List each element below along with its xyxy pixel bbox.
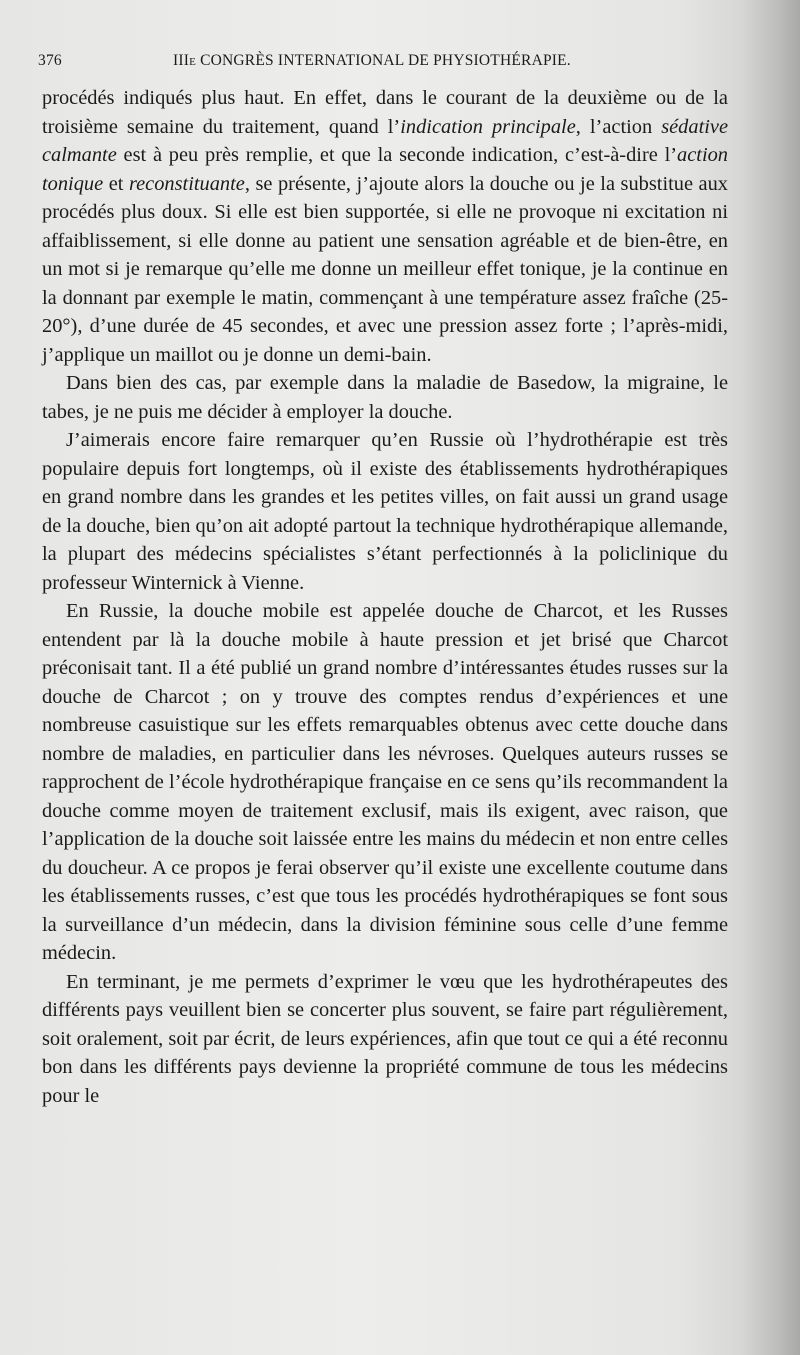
p1-text-e: , se présente, j’ajoute alors la douche ou je la substitue aux procédés plus doux. Si elle est bien supportée, si elle ne provoque ni excitation ni affaiblissement, si elle donne au patient une sensation agréable et de bien-être, en un mot si je remarque qu’elle me donne un meilleur effet tonique, je la continue en la donnant par exemple le matin, commençant à une température assez fraîche (25-20°), d’une durée de 45 secondes, et avec une pression assez forte ; l’après-midi, j’applique un maillot ou je donne un demi-bain. xyxy=(42,172,728,366)
paragraph-3: J’aimerais encore faire remarquer qu’en Russie où l’hydrothérapie est très populaire depuis fort longtemps, où il existe des établissements hydrothérapiques en grand nombre dans les grandes et les petites villes, on fait aussi un grand usage de la douche, bien qu’on ait adopté partout la technique hydrothérapique allemande, la plupart des médecins spécialistes s’étant perfectionnés à la policlinique du professeur Winternick à Vienne. xyxy=(42,429,728,594)
p1-italic-sedative-calmante: sédative calmante xyxy=(42,115,728,166)
paragraph-2: Dans bien des cas, par exemple dans la maladie de Basedow, la migraine, le tabes, je ne puis me décider à employer la douche. xyxy=(42,372,728,423)
paragraph-5: En terminant, je me permets d’exprimer le vœu que les hydrothérapeutes des différents pays veuillent bien se concerter plus souvent, se faire part régulièrement, soit oralement, soit par écrit, de leurs expériences, afin que tout ce qui a été reconnu bon dans les différents pays devienne la propriété commune de tous les médecins pour le xyxy=(42,970,728,1107)
p1-text-c: est à peu près remplie, et que la seconde indication, c’est-à-dire l’ xyxy=(116,144,678,166)
paragraph-1 xyxy=(42,84,728,369)
running-title: IIIe CONGRÈS INTERNATIONAL DE PHYSIOTHÉRAPIE. xyxy=(173,52,571,69)
p1-text-a: procédés indiqués plus haut. En effet, dans le courant de la deuxième ou de la troisième semaine du traitement, quand l’ xyxy=(42,87,728,138)
p1-text-d: et xyxy=(103,172,129,195)
p1-italic-indication-principale: indication principale xyxy=(400,115,576,138)
page-gutter-shadow xyxy=(740,0,800,1355)
p1-text-b: , l’action xyxy=(575,115,662,138)
body-text xyxy=(42,84,728,1110)
p1-italic-action-tonique: action tonique xyxy=(42,144,728,195)
running-header xyxy=(38,52,738,76)
page-number: 376 xyxy=(38,52,62,69)
paragraph-4: En Russie, la douche mobile est appelée douche de Charcot, et les Russes entendent par là la douche mobile à haute pression et jet brisé que Charcot préconisait tant. Il a été publié un grand nombre d’intéressantes études russes sur la douche de Charcot ; on y trouve des comptes rendus d’expériences et une nombreuse casuistique sur les effets remarquables obtenus avec cette douche dans nombre de maladies, en particulier dans les névroses. Quelques auteurs russes se rapprochent de l’école hydrothérapique française en ce sens qu’ils recommandent la douche comme moyen de traitement exclusif, mais ils exigent, avec raison, que l’application de la douche soit laissée entre les mains du médecin et non entre celles du doucheur. A ce propos je ferai observer qu’il existe une excellente coutume dans les établissements russes, c’est que tous les procédés hydrothérapiques se font sous la surveillance d’un médecin, dans la division féminine sous celle d’une femme médecin. xyxy=(42,600,728,964)
p1-italic-reconstituante: reconstituante xyxy=(128,172,245,195)
